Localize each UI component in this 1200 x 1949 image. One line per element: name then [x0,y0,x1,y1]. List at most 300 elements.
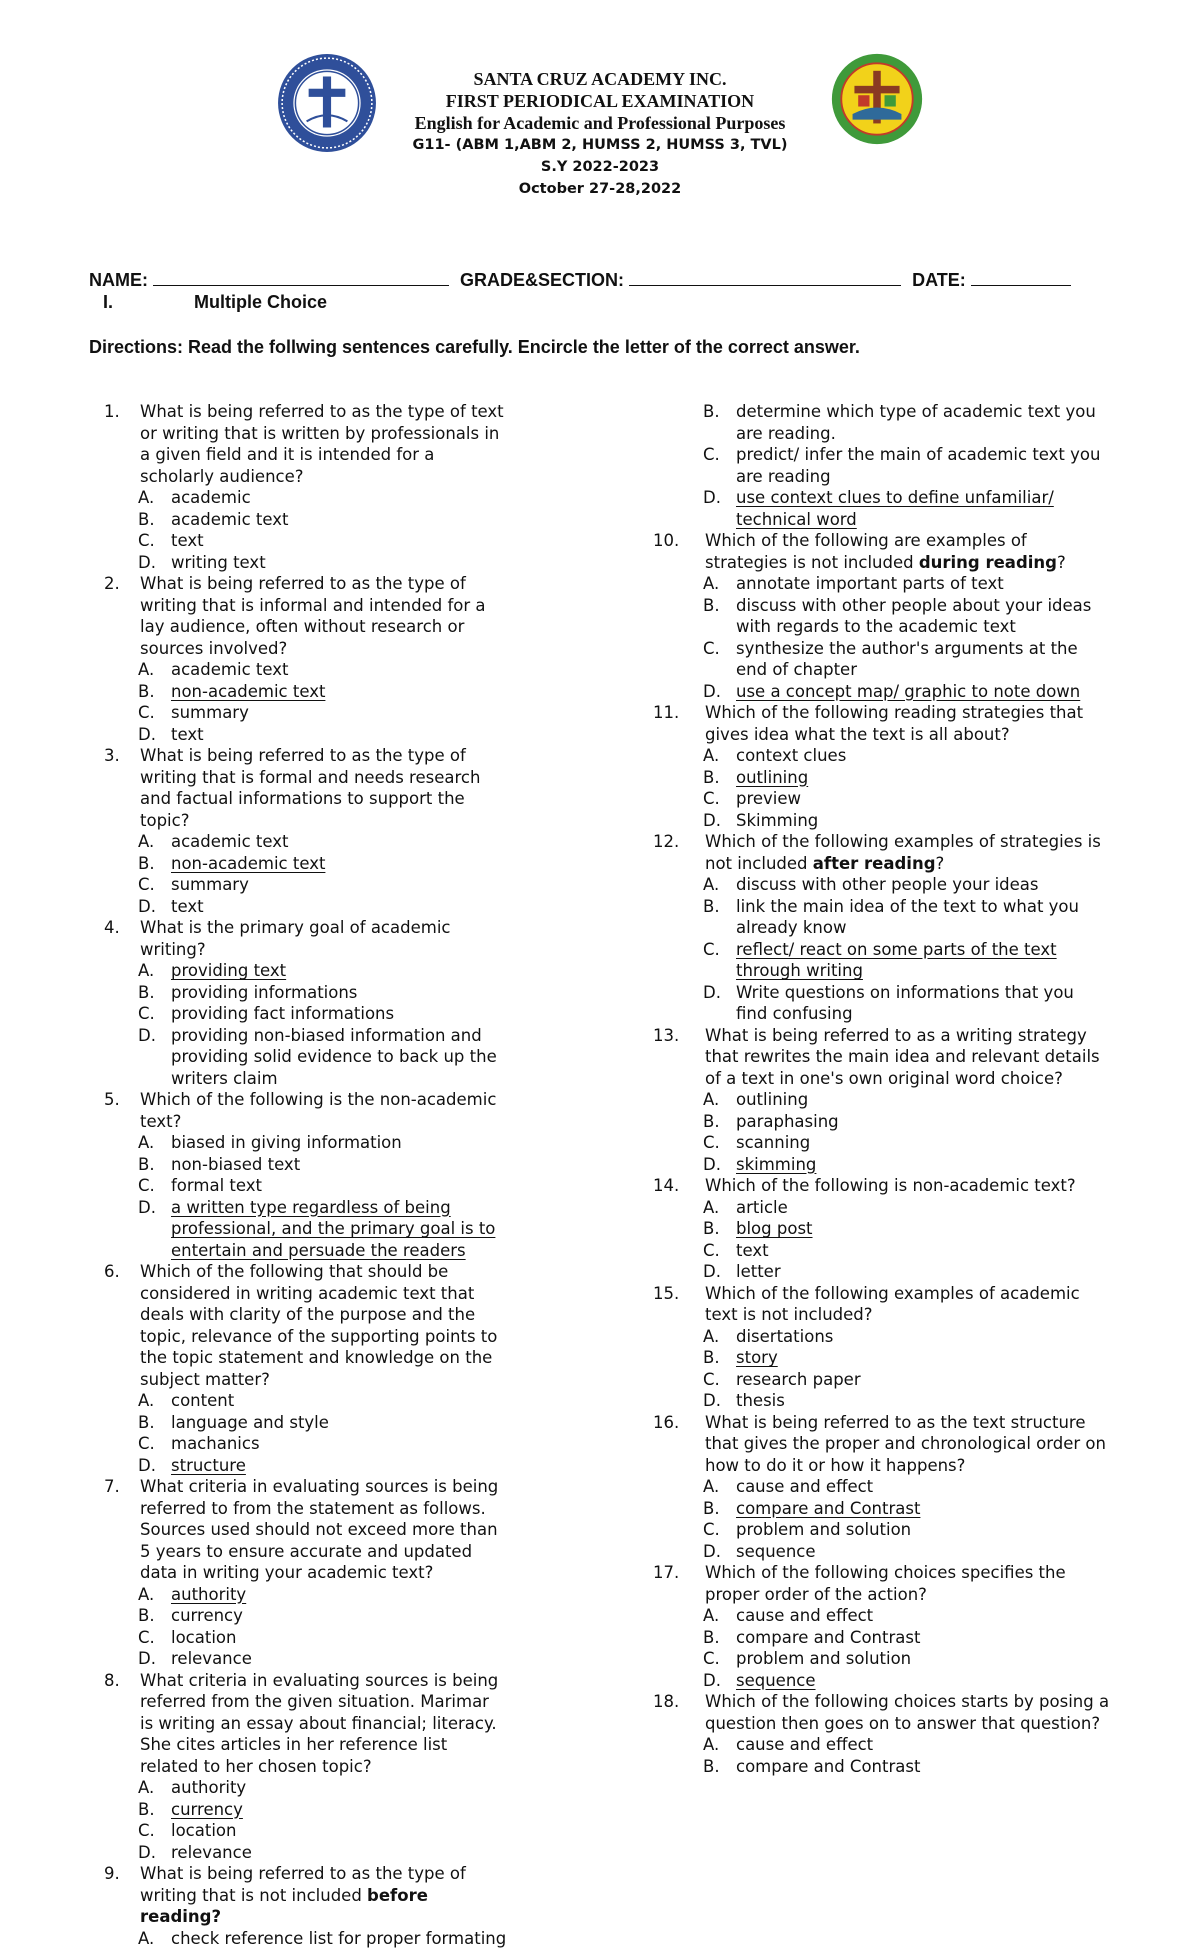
option-letter: B. [703,896,720,918]
option-b[interactable] [665,1498,1107,1520]
option-d[interactable] [665,1154,1107,1176]
question-stem: What is being referred to as the text structure that gives the proper and chronological order on how to do it or how it happens? [705,1413,1106,1475]
option-b[interactable] [100,853,522,875]
option-letter: B. [138,1412,155,1434]
question-stem-end: ? [1057,553,1066,572]
questions-column-left [100,401,570,1949]
question-number: 13. [653,1025,679,1047]
answer-options [665,1197,1145,1283]
option-letter: A. [138,659,154,681]
question-number: 7. [104,1476,120,1498]
option-letter: A. [703,1476,719,1498]
option-letter: A. [703,745,719,767]
option-text: scanning [736,1133,810,1152]
option-text: skimming [736,1155,816,1174]
option-a[interactable] [665,874,1107,896]
question-text [100,1670,505,1778]
question-5 [100,1089,570,1261]
question-text [100,401,505,487]
option-text: formal text [171,1176,262,1195]
option-d[interactable] [665,810,1107,832]
question-number: 5. [104,1089,120,1111]
option-text: providing text [171,961,286,980]
option-d[interactable] [665,1390,1107,1412]
question-text [100,1476,505,1584]
option-b[interactable] [665,896,1107,939]
question-stem-end: ? [936,854,945,873]
question-12 [665,831,1145,1025]
answer-options [665,1089,1145,1175]
option-letter: C. [703,1519,720,1541]
option-letter: B. [703,595,720,617]
option-letter: C. [703,939,720,961]
option-text: story [736,1348,778,1367]
question-stem-emphasis: during reading [919,553,1057,572]
question-text [665,1025,1110,1090]
grade-section-blank[interactable] [629,269,901,286]
option-text: use context clues to define unfamiliar/ technical word [736,488,1054,529]
question-2 [100,573,570,745]
option-text: authority [171,1778,246,1797]
option-b[interactable] [665,1111,1107,1133]
question-stem: Which of the following that should be considered in writing academic text that deals with clarity of the purpose and the topic, relevance of the supporting points to the topic statement and knowledge on the subject matter? [140,1262,497,1389]
option-text: blog post [736,1219,813,1238]
question-number: 12. [653,831,679,853]
name-label: NAME: [89,270,148,290]
option-letter: D. [138,1025,156,1047]
option-text: compare and Contrast [736,1499,920,1518]
option-letter: C. [138,702,155,724]
option-text: text [171,897,204,916]
option-b[interactable] [100,982,522,1004]
question-text [665,1562,1110,1605]
option-letter: D. [703,1390,721,1412]
option-text: cause and effect [736,1477,873,1496]
option-text: language and style [171,1413,329,1432]
option-a[interactable] [100,487,522,509]
option-letter: D. [138,724,156,746]
option-c[interactable] [100,1433,522,1455]
option-a[interactable] [100,1928,522,1949]
option-letter: A. [138,487,154,509]
option-text: non-academic text [171,854,325,873]
question-stem: What is the primary goal of academic writing? [140,918,450,959]
answer-options [665,573,1145,702]
option-letter: A. [703,1605,719,1627]
question-number: 18. [653,1691,679,1713]
option-d[interactable] [665,1261,1107,1283]
option-d[interactable] [100,552,522,574]
option-letter: C. [138,530,155,552]
answer-options [665,874,1145,1025]
question-stem-emphasis: before reading? [140,1886,428,1927]
option-b[interactable] [100,1412,522,1434]
option-text: determine which type of academic text you are reading. [736,402,1096,443]
question-stem: Which of the following choices starts by posing a question then goes on to answer that question? [705,1692,1109,1733]
question-number: 10. [653,530,679,552]
option-c[interactable] [100,530,522,552]
option-text: research paper [736,1370,861,1389]
option-d[interactable] [665,1670,1107,1692]
option-text: machanics [171,1434,260,1453]
question-3 [100,745,570,917]
option-letter: B. [138,1605,155,1627]
option-letter: D. [703,681,721,703]
school-name: SANTA CRUZ ACADEMY INC. [0,68,1200,90]
question-6 [100,1261,570,1476]
question-stem: What is being referred to as the type of text or writing that is written by professionals in a given field and it is intended for a scholarly audience? [140,402,504,486]
answer-options [665,745,1145,831]
option-b[interactable] [665,401,1107,444]
option-letter: C. [703,1648,720,1670]
question-stem: What is being referred to as a writing strategy that rewrites the main idea and relevant details of a text in one's own original word choice? [705,1026,1100,1088]
option-text: content [171,1391,234,1410]
answer-options [665,1605,1145,1691]
question-15 [665,1283,1145,1412]
option-text: sequence [736,1671,816,1690]
option-letter: A. [138,1390,154,1412]
option-letter: D. [703,1541,721,1563]
option-letter: B. [703,1347,720,1369]
question-stem: What criteria in evaluating sources is being referred to from the statement as follows. Sources used should not exceed more than 5 years to ensure accurate and updated data in writing your academic text? [140,1477,498,1582]
option-letter: B. [703,401,720,423]
option-b[interactable] [100,1799,522,1821]
option-text: a written type regardless of being professional, and the primary goal is to entertain and persuade the readers [171,1198,495,1260]
option-text: compare and Contrast [736,1628,920,1647]
option-a[interactable] [665,1089,1107,1111]
option-text: summary [171,703,249,722]
date-label: DATE: [912,270,966,290]
option-d[interactable] [100,1025,522,1090]
option-text: sequence [736,1542,816,1561]
question-number: 8. [104,1670,120,1692]
question-stem: Which of the following choices specifies the proper order of the action? [705,1563,1066,1604]
question-text [665,1175,1110,1197]
option-letter: C. [703,1369,720,1391]
question-number: 17. [653,1562,679,1584]
section-title: Multiple Choice [194,292,327,312]
option-text: academic text [171,510,288,529]
question-number: 2. [104,573,120,595]
option-text: problem and solution [736,1520,911,1539]
option-a[interactable] [665,745,1107,767]
option-letter: D. [703,982,721,1004]
question-stem: Which of the following reading strategies that gives idea what the text is all about? [705,703,1083,744]
option-a[interactable] [665,1476,1107,1498]
option-a[interactable] [665,1605,1107,1627]
option-letter: D. [138,1455,156,1477]
question-stem: What criteria in evaluating sources is being referred from the given situation. Marimar is writing an essay about financial; literacy. She cites articles in her reference list related to her chosen topic? [140,1671,498,1776]
option-b[interactable] [665,767,1107,789]
option-text: location [171,1821,236,1840]
option-a[interactable] [665,573,1107,595]
option-letter: C. [703,1132,720,1154]
answer-options [665,1734,1145,1777]
option-text: providing non-biased information and providing solid evidence to back up the writers claim [171,1026,497,1088]
grade-sections: G11- (ABM 1,ABM 2, HUMSS 2, HUMSS 3, TVL) [0,134,1200,156]
option-a[interactable] [100,831,522,853]
option-letter: A. [703,1089,719,1111]
option-text: article [736,1198,788,1217]
question-text [665,1691,1110,1734]
option-c[interactable] [665,444,1107,487]
option-text: link the main idea of the text to what you already know [736,897,1079,938]
option-letter: A. [703,573,719,595]
question-number: 14. [653,1175,679,1197]
option-text: currency [171,1800,243,1819]
option-letter: B. [138,1154,155,1176]
option-letter: D. [703,810,721,832]
option-c[interactable] [100,874,522,896]
question-stem: Which of the following is non-academic text? [705,1176,1076,1195]
question-9 [100,1863,570,1949]
option-text: cause and effect [736,1735,873,1754]
option-letter: B. [703,1498,720,1520]
option-letter: D. [138,1197,156,1219]
option-letter: D. [703,1261,721,1283]
option-text: check reference list for proper formating [171,1929,506,1948]
option-letter: C. [138,1175,155,1197]
option-text: currency [171,1606,243,1625]
option-c[interactable] [100,1003,522,1025]
option-b[interactable] [100,1154,522,1176]
question-14 [665,1175,1145,1283]
option-text: authority [171,1585,246,1604]
option-letter: B. [703,767,720,789]
option-text: relevance [171,1649,252,1668]
question-9-continued [665,401,1145,530]
question-text [665,1412,1110,1477]
questions-column-right [665,401,1145,1777]
option-a[interactable] [100,1777,522,1799]
option-text: providing informations [171,983,357,1002]
option-c[interactable] [665,1648,1107,1670]
subject-title: English for Academic and Professional Purposes [0,112,1200,134]
option-a[interactable] [100,659,522,681]
question-text [100,573,505,659]
exam-header [0,68,1200,200]
question-text [665,831,1110,874]
option-d[interactable] [100,1648,522,1670]
option-a[interactable] [100,1132,522,1154]
name-blank[interactable] [153,269,449,286]
option-c[interactable] [100,1175,522,1197]
option-letter: B. [703,1627,720,1649]
option-letter: D. [703,1670,721,1692]
option-letter: A. [703,1326,719,1348]
question-11 [665,702,1145,831]
option-text: text [171,725,204,744]
answer-options [100,960,570,1089]
option-d[interactable] [665,681,1107,703]
question-number: 6. [104,1261,120,1283]
question-4 [100,917,570,1089]
question-17 [665,1562,1145,1691]
option-a[interactable] [100,960,522,982]
question-text [665,530,1110,573]
option-a[interactable] [100,1390,522,1412]
directions: Directions: Read the follwing sentences carefully. Encircle the letter of the correct answer. [89,337,860,358]
option-d[interactable] [100,1197,522,1262]
option-letter: B. [703,1756,720,1778]
question-stem: Which of the following examples of strategies is not included [705,832,1101,873]
option-c[interactable] [100,1820,522,1842]
question-stem: What is being referred to as the type of writing that is formal and needs research and factual informations to support the topic? [140,746,480,830]
option-letter: A. [138,831,154,853]
question-number: 1. [104,401,120,423]
option-letter: A. [703,874,719,896]
question-7 [100,1476,570,1670]
option-text: context clues [736,746,846,765]
option-letter: D. [703,1154,721,1176]
option-text: compare and Contrast [736,1757,920,1776]
option-letter: C. [138,874,155,896]
option-b[interactable] [100,509,522,531]
option-text: use a concept map/ graphic to note down [736,682,1080,701]
option-text: problem and solution [736,1649,911,1668]
option-d[interactable] [665,487,1107,530]
question-number: 16. [653,1412,679,1434]
question-18 [665,1691,1145,1777]
option-letter: B. [703,1111,720,1133]
option-letter: B. [138,681,155,703]
option-letter: A. [703,1197,719,1219]
question-text [665,1283,1110,1326]
option-b[interactable] [665,1218,1107,1240]
school-year: S.Y 2022-2023 [0,156,1200,178]
option-d[interactable] [665,982,1107,1025]
option-d[interactable] [665,1541,1107,1563]
option-letter: C. [703,444,720,466]
option-letter: D. [138,1648,156,1670]
question-text [100,1089,505,1132]
option-d[interactable] [100,724,522,746]
option-letter: A. [138,1132,154,1154]
option-text: text [736,1241,769,1260]
question-10 [665,530,1145,702]
question-text [100,745,505,831]
question-1 [100,401,570,573]
option-letter: A. [703,1734,719,1756]
question-number: 4. [104,917,120,939]
answer-options [100,659,570,745]
option-text: letter [736,1262,781,1281]
option-text: discuss with other people about your ideas with regards to the academic text [736,596,1091,637]
option-b[interactable] [100,681,522,703]
option-letter: B. [138,1799,155,1821]
option-text: academic [171,488,251,507]
grade-section-label: GRADE&SECTION: [460,270,624,290]
option-letter: B. [138,982,155,1004]
option-text: Skimming [736,811,818,830]
option-text: preview [736,789,801,808]
option-c[interactable] [665,788,1107,810]
option-text: text [171,531,204,550]
option-letter: A. [138,1584,154,1606]
option-letter: A. [138,960,154,982]
option-text: biased in giving information [171,1133,402,1152]
question-8 [100,1670,570,1864]
option-text: outlining [736,768,808,787]
option-c[interactable] [665,1369,1107,1391]
option-letter: C. [703,1240,720,1262]
option-d[interactable] [100,896,522,918]
answer-options [100,1777,570,1863]
option-text: disertations [736,1327,833,1346]
option-c[interactable] [665,939,1107,982]
option-b[interactable] [665,1347,1107,1369]
student-info-row [89,269,1071,291]
option-text: location [171,1628,236,1647]
answer-options [100,1132,570,1261]
question-stem-emphasis: after reading [813,854,936,873]
option-text: academic text [171,832,288,851]
option-c[interactable] [665,1519,1107,1541]
option-c[interactable] [665,1240,1107,1262]
option-letter: D. [703,487,721,509]
section-heading [89,292,327,313]
option-text: outlining [736,1090,808,1109]
option-letter: C. [138,1003,155,1025]
option-d[interactable] [100,1455,522,1477]
option-b[interactable] [665,595,1107,638]
option-a[interactable] [100,1584,522,1606]
question-text [100,1863,505,1928]
option-c[interactable] [100,702,522,724]
option-text: synthesize the author's arguments at the end of chapter [736,639,1078,680]
option-c[interactable] [665,638,1107,681]
option-letter: A. [138,1777,154,1799]
option-letter: D. [138,1842,156,1864]
question-16 [665,1412,1145,1563]
answer-options [100,1584,570,1670]
option-a[interactable] [665,1197,1107,1219]
option-letter: C. [138,1627,155,1649]
question-stem: What is being referred to as the type of writing that is not included [140,1864,466,1905]
option-text: discuss with other people your ideas [736,875,1039,894]
answer-options [665,1326,1145,1412]
option-text: thesis [736,1391,785,1410]
answer-options [100,1928,570,1949]
option-letter: D. [138,552,156,574]
option-a[interactable] [665,1326,1107,1348]
option-a[interactable] [665,1734,1107,1756]
option-c[interactable] [665,1132,1107,1154]
option-b[interactable] [665,1627,1107,1649]
question-number: 15. [653,1283,679,1305]
option-b[interactable] [665,1756,1107,1778]
question-13 [665,1025,1145,1176]
option-text: relevance [171,1843,252,1862]
option-letter: C. [138,1820,155,1842]
option-letter: C. [703,788,720,810]
answer-options [100,831,570,917]
option-b[interactable] [100,1605,522,1627]
option-d[interactable] [100,1842,522,1864]
option-letter: C. [703,638,720,660]
option-text: annotate important parts of text [736,574,1004,593]
option-text: structure [171,1456,246,1475]
date-blank[interactable] [971,269,1071,286]
question-number: 3. [104,745,120,767]
question-stem: Which of the following are examples of strategies is not included [705,531,1027,572]
option-c[interactable] [100,1627,522,1649]
option-text: non-academic text [171,682,325,701]
option-text: Write questions on informations that you find confusing [736,983,1074,1024]
option-text: writing text [171,553,266,572]
option-letter: D. [138,896,156,918]
question-stem: Which of the following examples of academic text is not included? [705,1284,1080,1325]
